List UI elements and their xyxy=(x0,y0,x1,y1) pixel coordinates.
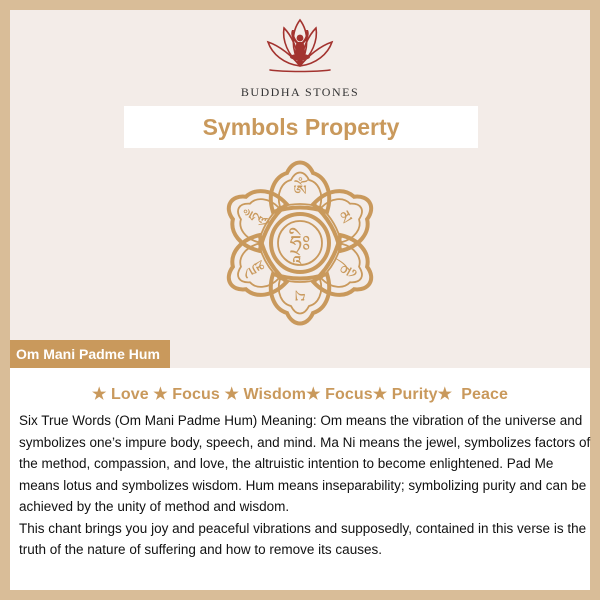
svg-text:ཧཱུྃ: ཧཱུྃ xyxy=(244,208,267,227)
frame-bottom-bar xyxy=(0,590,600,600)
virtues-line: ★ Love ★ Focus ★ Wisdom★ Focus★ Purity★ Peace xyxy=(92,386,508,403)
frame-top-bar xyxy=(0,0,600,10)
brand-name: BUDDHA STONES xyxy=(240,85,360,99)
svg-text:ཎི: ཎི xyxy=(332,258,356,279)
svg-text:མ: མ xyxy=(332,207,356,228)
svg-text:ཧྲཱིཿ: ཧྲཱིཿ xyxy=(289,232,311,257)
om-mani-padme-hum-lotus-icon xyxy=(212,150,388,341)
description-paragraph: This chant brings you joy and peaceful vibrations and supposedly, contained in this verse is the truth of the nature of suffering and how to remove its causes. xyxy=(19,520,587,557)
svg-text:དྨེ: དྨེ xyxy=(244,259,267,278)
brand-header xyxy=(0,14,600,100)
lotus-meditation-icon xyxy=(260,14,340,83)
svg-text:པ: པ xyxy=(294,284,306,304)
description-text xyxy=(19,410,593,561)
section-title: Symbols Property xyxy=(124,106,478,148)
symbol-label-tag: Om Mani Padme Hum xyxy=(10,340,170,368)
description-paragraph: Six True Words (Om Mani Padme Hum) Meaning: Om means the vibration of the universe and symbolizes one’s impure body, speech, and mind. Ma Ni means the jewel, symbolizes factors of the method, compassion, and love, the altruistic intention to become enlightened. Pad Me means lotus and symbolizes wisdom. Hum means inseparability; symbolizing purity and can be achieved by the unity of method and wisdom. xyxy=(19,413,591,514)
svg-text:ཨོཾ: ཨོཾ xyxy=(293,182,307,202)
